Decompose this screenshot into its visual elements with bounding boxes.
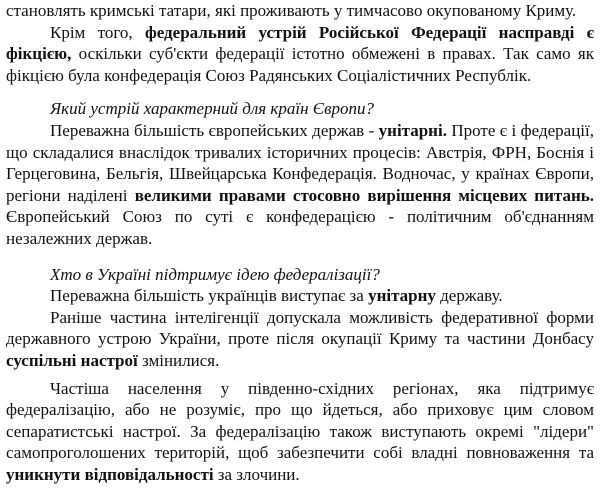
- paragraph-text: за злочини.: [213, 464, 300, 484]
- paragraph-europe-answer: [6, 120, 594, 250]
- question-ukraine: Хто в Україні підтримує ідею федералізації?: [50, 264, 380, 284]
- paragraph-text: Переважна більшість європейських держав -: [50, 120, 379, 140]
- paragraph-unitary-support: [6, 285, 594, 307]
- paragraph-text: Раніше частина інтелігенції допускала можливість федеративної форми державного устрою України, проте після окупації Криму та частини Донбасу: [6, 307, 594, 349]
- paragraph-intelligentsia: [6, 307, 594, 372]
- paragraph-text: Крім того,: [50, 22, 145, 42]
- bold-phrase: унітарні.: [378, 120, 447, 140]
- paragraph-text: Проте є і федерації, що складалися внаслідок тривалих історичних процесів: Австрія, ФРН, Боснія і Герцеговина, Бельгія, Швейцарська Конфедерація. Водночас, у країнах Європи, регіони наділені: [6, 120, 594, 205]
- paragraph-text: становлять кримські татари, які проживають у тимчасово окупованому Криму.: [6, 1, 577, 20]
- bold-phrase: великими правами стосовно вирішення місцевих питань.: [134, 185, 594, 205]
- paragraph-text: Переважна більшість українців виступає за: [50, 286, 369, 306]
- paragraph-text: державу.: [435, 286, 503, 306]
- document-page: [6, 0, 594, 485]
- paragraph-text: Європейський Союз по суті є конфедерацією - політичним об'єднанням незалежних держав.: [6, 207, 594, 248]
- bold-phrase: суспільні настрої: [6, 350, 138, 370]
- paragraph-text: Частіша населення у південно-східних регіонах, яка підтримує федералізацію, або не розуміє, про що йдеться, або приховує цим словом сепаратистські настрої. За федералізацію також виступають окремі "лідери" самопроголошених територій, щоб забезпечити собі владні повноваження та: [6, 378, 594, 463]
- paragraph-text: оскільки суб'єкти федерації істотно обмежені в правах. Так само як фікцією була конфедерація Союз Радянських Соціалістичних Республік.: [6, 44, 594, 85]
- paragraph-crimea-continuation: [6, 0, 594, 22]
- paragraph-russia-federation: [6, 22, 594, 87]
- bold-phrase: федеральний устрій Російської Федерації насправді є фікцією,: [6, 22, 594, 64]
- paragraph-text: змінилися.: [137, 350, 220, 370]
- bold-phrase: уникнути відповідальності: [6, 464, 214, 484]
- question-europe: Який устрій характерний для країн Європи?: [50, 99, 375, 119]
- bold-phrase: унітарну: [368, 286, 436, 306]
- paragraph-separatism: [6, 378, 594, 486]
